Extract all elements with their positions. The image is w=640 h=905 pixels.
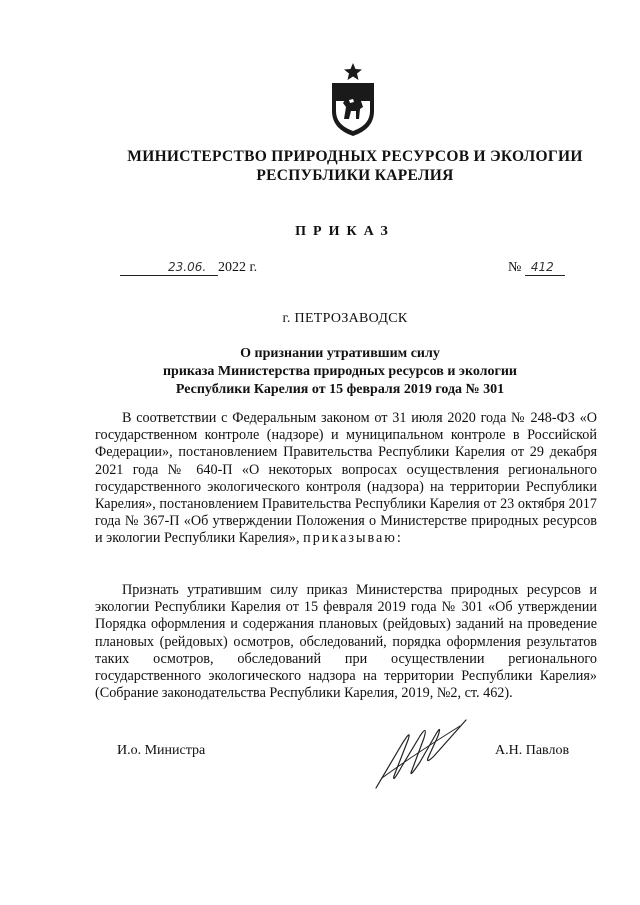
signatory-position: И.о. Министра (117, 743, 206, 758)
preamble-text: В соответствии с Федеральным законом от 31 июля 2020 года № 248-ФЗ «О государственном контроле (надзоре) и муниципальном контроле в Российской Федерации», постановлением Правительства Республики Карелия от 29 декабря 2021 года № 640-П «О некоторых вопросах осуществления регионального государственного экологического контроля (надзора) на территории Республики Карелия», постановлением Правительства Республики Карелия от 23 октября 2017 года № 367-П «Об утверждении Положения о Министерстве природных ресурсов и экологии Республики Карелия», (95, 410, 597, 547)
ministry-region: РЕСПУБЛИКИ КАРЕЛИЯ (256, 167, 454, 184)
preamble-paragraph (95, 410, 597, 548)
operative-paragraph: Признать утратившим силу приказ Министерства природных ресурсов и экологии Республики Карелия от 15 февраля 2019 года № 301 «Об утверждении Порядка оформления и содержания плановых (рейдовых) заданий на проведение плановых (рейдовых) осмотров, обследований, порядка оформления результатов таких осмотров, обследований при осуществлении регионального государственного экологического надзора на территории Республики Карелия» (Собрание законодательства Республики Карелия, 2019, №2, ст. 462). (95, 582, 597, 702)
order-date (120, 259, 257, 276)
order-number (508, 259, 565, 276)
date-year: 2022 г. (218, 260, 258, 275)
number-prefix: № (508, 260, 522, 275)
ministry-name: МИНИСТЕРСТВО ПРИРОДНЫХ РЕСУРСОВ И ЭКОЛОГИИ (127, 148, 583, 165)
city: г. ПЕТРОЗАВОДСК (282, 311, 408, 326)
date-field (120, 259, 218, 276)
command-word: приказываю: (303, 530, 403, 547)
ministry-header (60, 147, 640, 185)
subject-line: Республики Карелия от 15 февраля 2019 года № 301 (175, 382, 505, 397)
number-handwritten: 412 (530, 260, 554, 274)
document-type: ПРИКАЗ (295, 224, 395, 239)
order-subject (90, 345, 590, 399)
handwritten-signature-icon (372, 718, 468, 790)
subject-line: приказа Министерства природных ресурсов и экологии (162, 364, 517, 379)
number-field (525, 259, 565, 276)
date-handwritten: 23.06. (168, 260, 207, 274)
karelia-coat-of-arms-icon (330, 63, 376, 137)
signatory-name: А.Н. Павлов (495, 743, 570, 758)
subject-line: О признании утратившим силу (240, 346, 440, 361)
